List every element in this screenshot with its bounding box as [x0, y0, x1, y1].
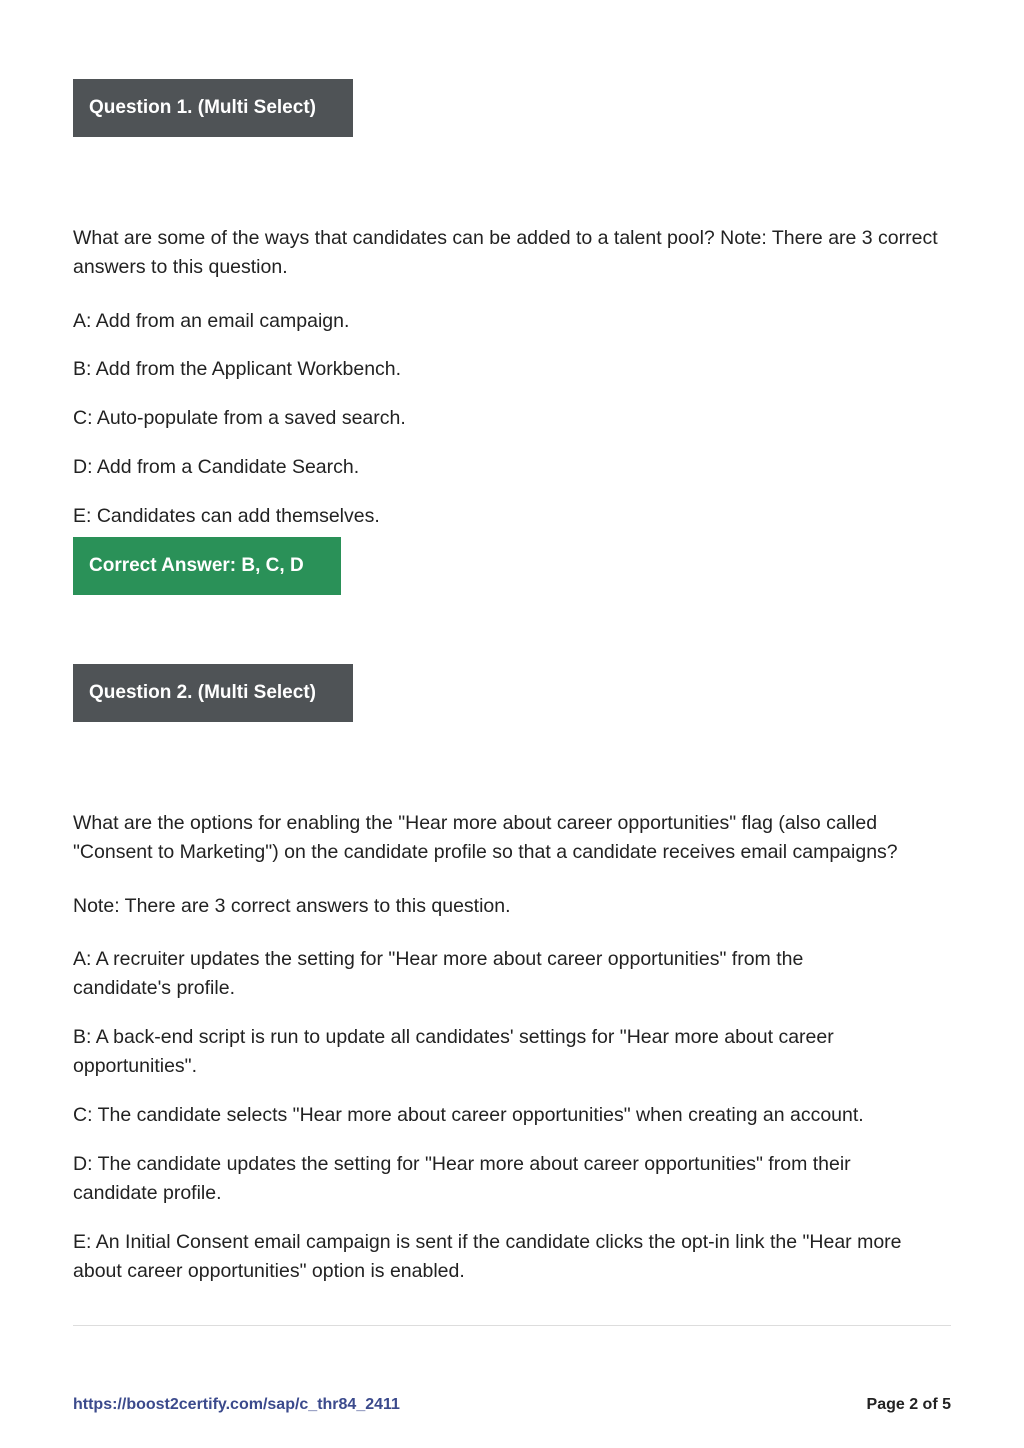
question-2-option-e: E: An Initial Consent email campaign is sent if the candidate clicks the opt-in link the "Hear more about career opportunities" option is enabled. [73, 1231, 902, 1282]
question-2-header: Question 2. (Multi Select) [73, 664, 353, 722]
footer-divider [73, 1325, 951, 1326]
page-number: Page 2 of 5 [866, 1396, 951, 1413]
question-2-option-a: A: A recruiter updates the setting for "Hear more about career opportunities" from the candidate's profile. [73, 948, 804, 999]
question-2-note: Note: There are 3 correct answers to this question. [73, 895, 511, 917]
question-1-header: Question 1. (Multi Select) [73, 79, 353, 137]
question-1-option-c: C: Auto-populate from a saved search. [73, 407, 406, 429]
question-1-option-e: E: Candidates can add themselves. [73, 505, 380, 527]
question-1-correct-answer: Correct Answer: B, C, D [73, 537, 341, 595]
question-2-option-c: C: The candidate selects "Hear more about career opportunities" when creating an account. [73, 1104, 864, 1126]
question-2-option-d: D: The candidate updates the setting for "Hear more about career opportunities" from their candidate profile. [73, 1153, 851, 1204]
question-1-option-d: D: Add from a Candidate Search. [73, 456, 360, 478]
question-1-option-a: A: Add from an email campaign. [73, 310, 350, 332]
footer-source-link[interactable]: https://boost2certify.com/sap/c_thr84_2411 [73, 1396, 400, 1413]
question-1-option-b: B: Add from the Applicant Workbench. [73, 358, 402, 380]
question-2-option-b: B: A back-end script is run to update all candidates' settings for "Hear more about career opportunities". [73, 1026, 834, 1077]
question-1-text: What are some of the ways that candidates can be added to a talent pool? Note: There are 3 correct answers to this question. [73, 227, 938, 278]
question-2-text: What are the options for enabling the "Hear more about career opportunities" flag (also called "Consent to Marketing") on the candidate profile so that a candidate receives email campaigns? [73, 812, 898, 863]
